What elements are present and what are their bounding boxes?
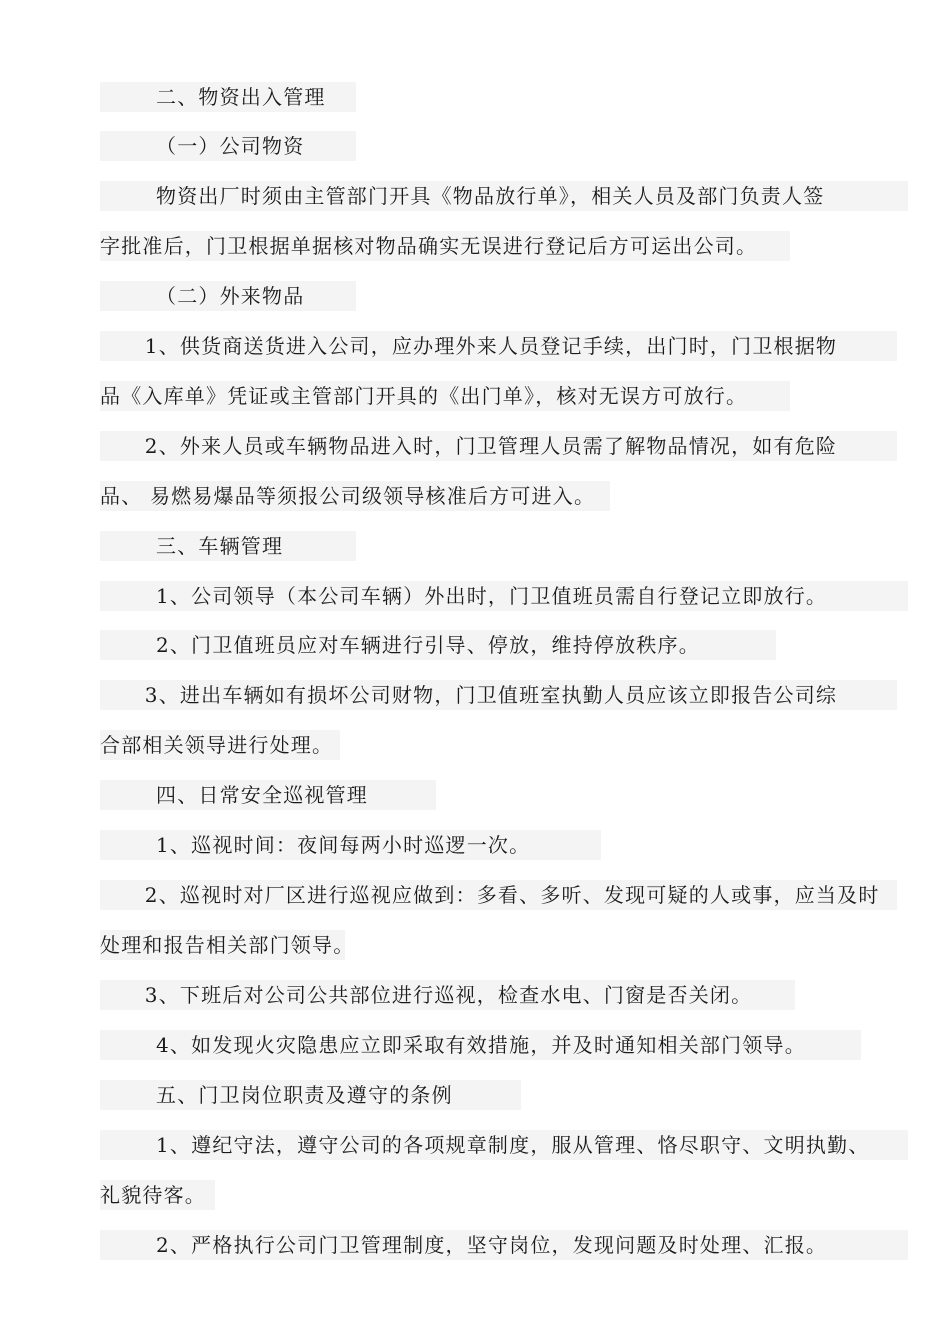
line-text: 1、公司领导（本公司车辆）外出时，门卫值班员需自行登记立即放行。: [100, 581, 908, 611]
text-line: [100, 1080, 521, 1110]
text-line: [100, 830, 601, 860]
line-text: 五、门卫岗位职责及遵守的条例: [100, 1080, 521, 1110]
text-line: [100, 1030, 861, 1060]
line-text: （一）公司物资: [100, 131, 356, 161]
line-text: 四、日常安全巡视管理: [100, 780, 436, 810]
line-text: 2、巡视时对厂区进行巡视应做到：多看、多听、发现可疑的人或事，应当及时: [100, 880, 897, 910]
text-line: [100, 331, 897, 361]
text-line: [100, 82, 356, 112]
line-text: 1、遵纪守法，遵守公司的各项规章制度，服从管理、恪尽职守、文明执勤、: [100, 1130, 908, 1160]
line-text: （二）外来物品: [100, 281, 356, 311]
line-text: 物资出厂时须由主管部门开具《物品放行单》，相关人员及部门负责人签: [100, 181, 908, 211]
text-line: [100, 880, 897, 910]
line-text: 品《入库单》凭证或主管部门开具的《出门单》，核对无误方可放行。: [100, 381, 790, 411]
line-text: 1、供货商送货进入公司，应办理外来人员登记手续，出门时，门卫根据物: [100, 331, 897, 361]
line-text: 2、严格执行公司门卫管理制度，坚守岗位，发现问题及时处理、汇报。: [100, 1230, 908, 1260]
line-text: 礼貌待客。: [100, 1180, 215, 1210]
text-line: [100, 780, 436, 810]
text-line: [100, 630, 776, 660]
text-line: [100, 680, 897, 710]
line-text: 1、巡视时间：夜间每两小时巡逻一次。: [100, 830, 601, 860]
line-text: 4、如发现火灾隐患应立即采取有效措施，并及时通知相关部门领导。: [100, 1030, 861, 1060]
line-text: 2、外来人员或车辆物品进入时，门卫管理人员需了解物品情况，如有危险: [100, 431, 897, 461]
text-line: [100, 381, 790, 411]
line-text: 处理和报告相关部门领导。: [100, 930, 345, 960]
text-line: [100, 581, 908, 611]
text-line: [100, 980, 795, 1010]
line-text: 三、车辆管理: [100, 531, 356, 561]
line-text: 品、 易燃易爆品等须报公司级领导核准后方可进入。: [100, 481, 610, 511]
line-text: 3、下班后对公司公共部位进行巡视，检查水电、门窗是否关闭。: [100, 980, 795, 1010]
text-line: [100, 281, 356, 311]
text-line: [100, 131, 356, 161]
text-line: [100, 231, 790, 261]
text-line: [100, 481, 610, 511]
text-line: [100, 431, 897, 461]
text-line: [100, 730, 340, 760]
line-text: 3、进出车辆如有损坏公司财物，门卫值班室执勤人员应该立即报告公司综: [100, 680, 897, 710]
text-line: [100, 181, 908, 211]
line-text: 字批准后，门卫根据单据核对物品确实无误进行登记后方可运出公司。: [100, 231, 790, 261]
line-text: 合部相关领导进行处理。: [100, 730, 340, 760]
line-text: 二、物资出入管理: [100, 82, 356, 112]
text-line: [100, 531, 356, 561]
text-line: [100, 1230, 908, 1260]
line-text: 2、门卫值班员应对车辆进行引导、停放，维持停放秩序。: [100, 630, 776, 660]
text-line: [100, 930, 355, 960]
text-line: [100, 1180, 215, 1210]
text-line: [100, 1130, 908, 1160]
